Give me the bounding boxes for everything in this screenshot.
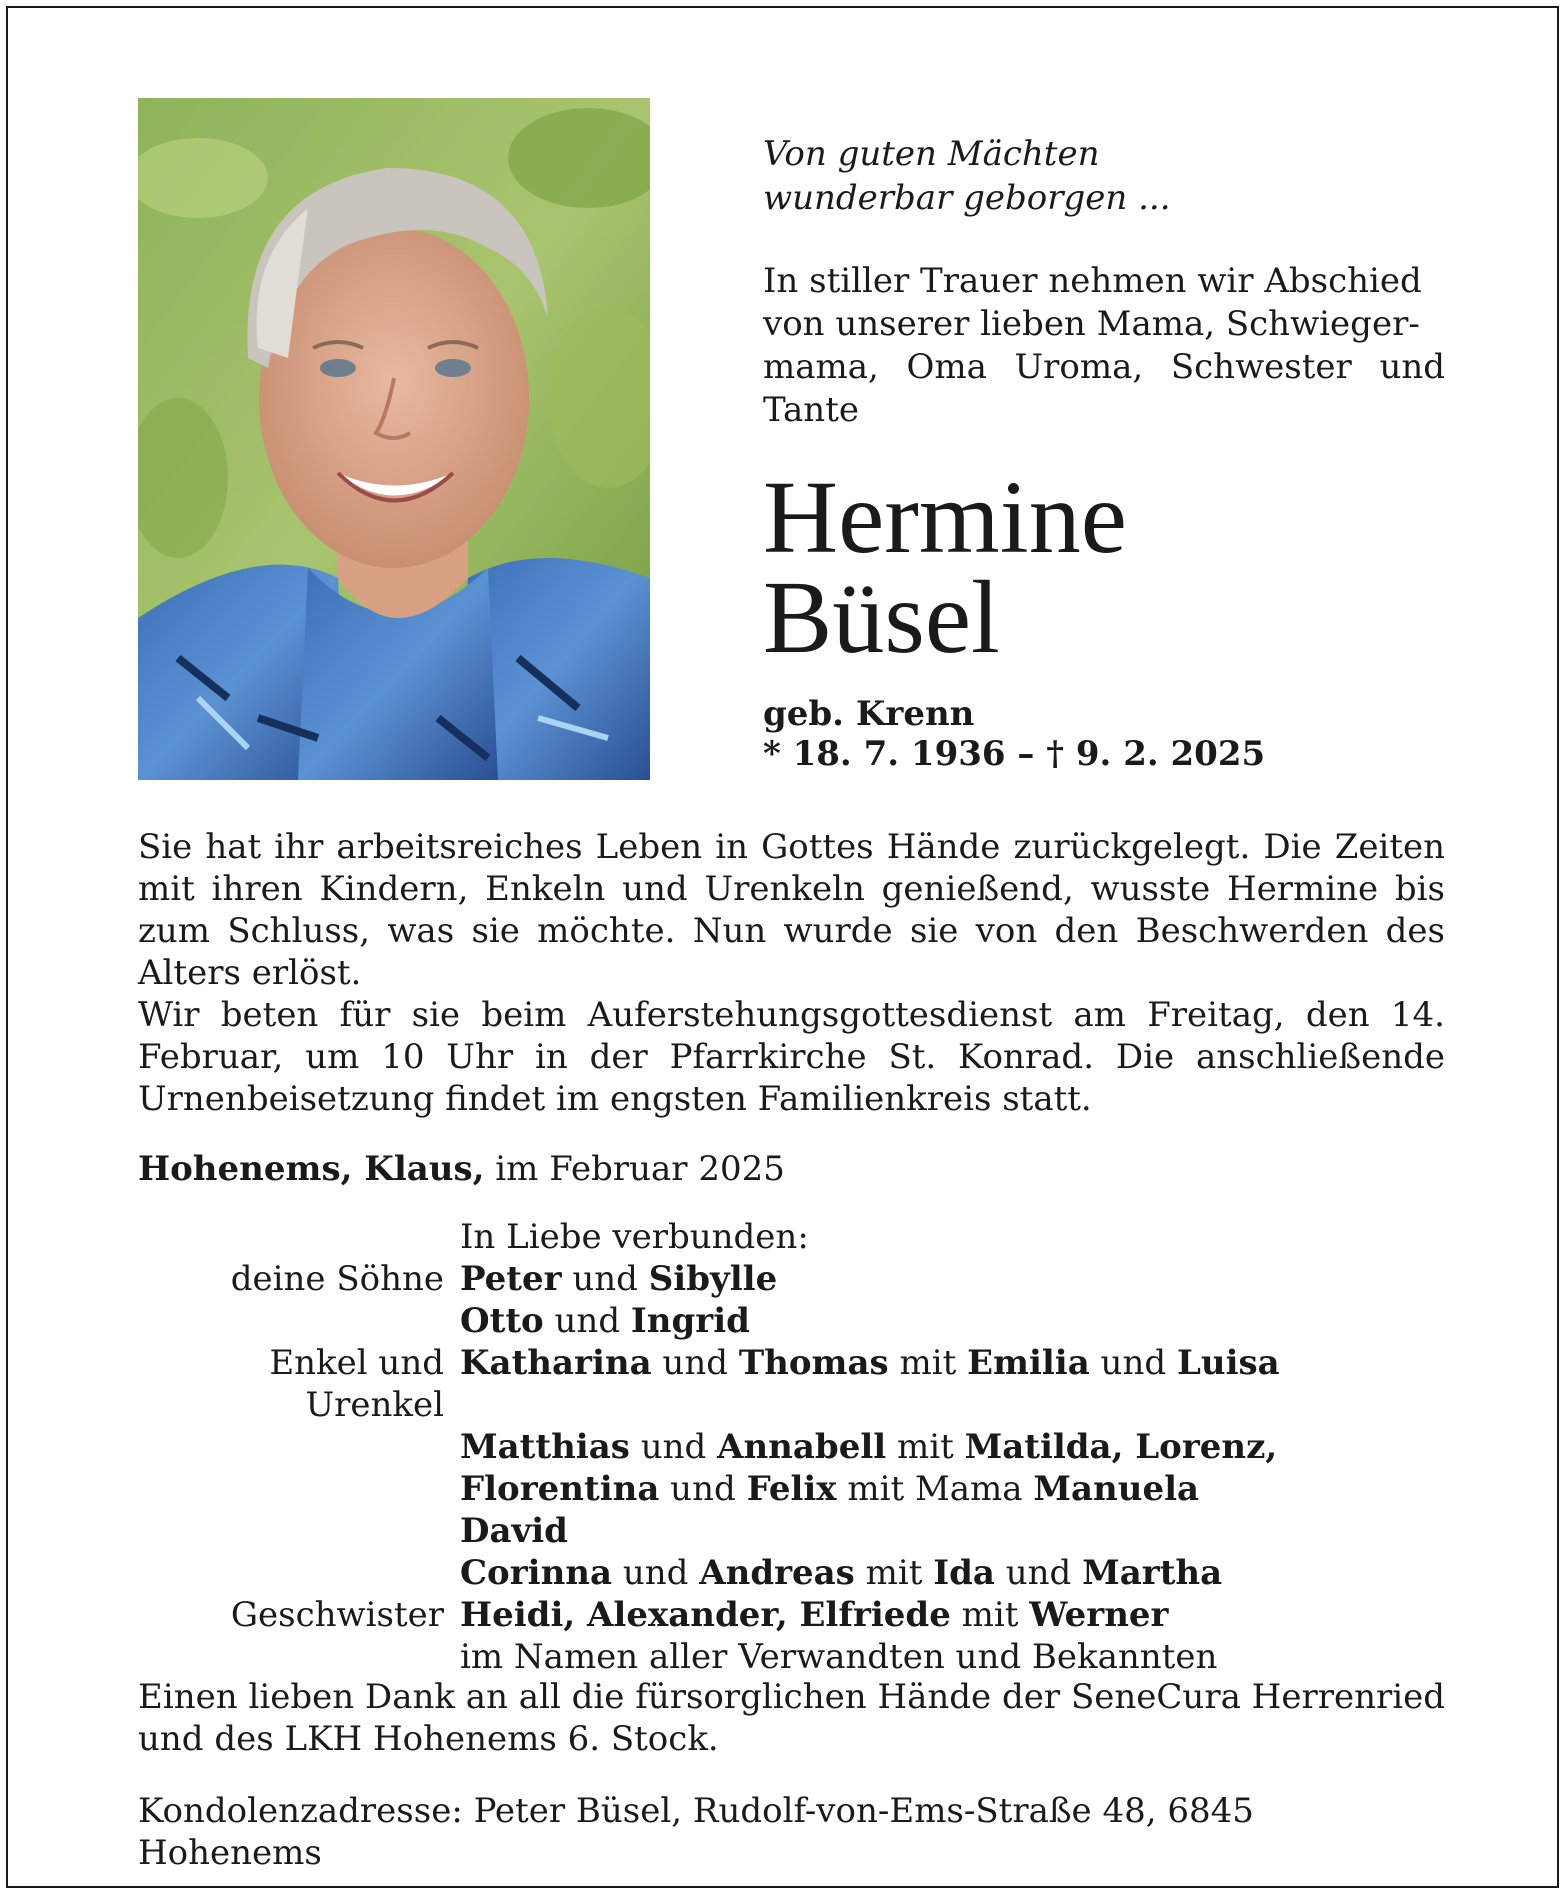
thanks-text: Einen lieben Dank an all die fürsorglichen Hände der SeneCura Herrenried und des LKH Hohenems 6. Stock. — [138, 1677, 1445, 1759]
connector-text: und — [561, 1259, 649, 1299]
person-name: Manuela — [1033, 1469, 1200, 1509]
intro-line: mama, Oma Uroma, Schwester und — [763, 347, 1445, 387]
body-paragraph-1: Sie hat ihr arbeitsreiches Leben in Gottes Hände zurückgelegt. Die Zeiten mit ihren Kindern, Enkeln und Urenkeln genießend, wusste Hermine bis zum Schluss, was sie möchte. Nun wurde sie von den Beschwerden des Alters erlöst. — [138, 827, 1445, 993]
siblings-label: Geschwister — [230, 1595, 444, 1635]
connector-text: und — [612, 1553, 700, 1593]
connector-text: mit — [888, 1343, 968, 1383]
relatives-text: im Namen aller Verwandten und Bekannten — [460, 1637, 1218, 1677]
person-name: Florentina — [460, 1469, 660, 1509]
grandchildren-names — [460, 1552, 1445, 1594]
sons-names — [460, 1300, 1445, 1342]
person-name: Otto — [460, 1301, 544, 1341]
person-name: Andreas — [699, 1553, 855, 1593]
intro-line: von unserer lieben Mama, Schwieger- — [763, 304, 1420, 344]
grandchildren-label: Enkel und Urenkel — [269, 1343, 444, 1425]
place-towns: Hohenems, Klaus, — [138, 1149, 485, 1189]
family-list — [138, 1216, 1445, 1678]
motto-line-2: wunderbar geborgen ... — [763, 178, 1171, 218]
person-name: Matthias — [460, 1427, 630, 1467]
family-heading: In Liebe verbunden: — [460, 1217, 809, 1257]
connector-text: mit — [950, 1595, 1030, 1635]
connector-text: mit Mama — [836, 1469, 1034, 1509]
motto-line-1: Von guten Mächten — [763, 134, 1100, 174]
person-name: Thomas — [738, 1343, 889, 1383]
grandchildren-row — [138, 1510, 1445, 1552]
grandchildren-row — [138, 1426, 1445, 1468]
person-name: Ingrid — [630, 1301, 750, 1341]
grandchildren-row — [138, 1552, 1445, 1594]
life-dates: * 18. 7. 1936 – † 9. 2. 2025 — [763, 734, 1266, 774]
connector-text: und — [543, 1301, 631, 1341]
grandchildren-row — [138, 1468, 1445, 1510]
person-name: Luisa — [1176, 1343, 1280, 1383]
intro-text — [763, 260, 1445, 432]
intro-line: In stiller Trauer nehmen wir Abschied — [763, 261, 1422, 301]
person-name: Matilda, Lorenz, — [964, 1427, 1278, 1467]
sons-row — [138, 1300, 1445, 1342]
grandchildren-block — [138, 1342, 1445, 1594]
person-name: Felix — [746, 1469, 837, 1509]
first-name: Hermine — [763, 460, 1127, 575]
grandchildren-names — [460, 1468, 1445, 1510]
intro-line: Tante — [763, 390, 859, 430]
connector-text: und — [1089, 1343, 1177, 1383]
connector-text: und — [651, 1343, 739, 1383]
person-name: Heidi, Alexander, Elfriede — [460, 1595, 951, 1635]
person-name: Sibylle — [648, 1259, 778, 1299]
person-name: David — [460, 1511, 568, 1551]
grandchildren-row — [138, 1342, 1445, 1426]
siblings-row — [138, 1594, 1445, 1636]
connector-text: mit — [854, 1553, 934, 1593]
condolence-address: Kondolenzadresse: Peter Büsel, Rudolf-von-Ems-Straße 48, 6845 Hohenems — [138, 1791, 1254, 1873]
birth-name: geb. Krenn — [763, 694, 975, 734]
obituary-body — [138, 826, 1445, 1120]
grandchildren-names — [460, 1342, 1445, 1426]
sons-names — [460, 1258, 1445, 1300]
last-name: Büsel — [763, 560, 1000, 675]
person-name: Emilia — [967, 1343, 1090, 1383]
connector-text: und — [659, 1469, 747, 1509]
grandchildren-names — [460, 1426, 1445, 1468]
deceased-name — [763, 460, 1445, 675]
place-date: im Februar 2025 — [484, 1149, 785, 1189]
sons-label: deine Söhne — [230, 1259, 444, 1299]
connector-text: und — [994, 1553, 1083, 1593]
place-date-line — [138, 1148, 785, 1190]
person-name: Katharina — [460, 1343, 652, 1383]
person-name: Corinna — [460, 1553, 613, 1593]
sons-block — [138, 1258, 1445, 1342]
connector-text: mit — [886, 1427, 965, 1467]
person-name: Ida — [933, 1553, 995, 1593]
header-column — [763, 132, 1445, 774]
siblings-names — [460, 1594, 1445, 1636]
portrait-photo — [138, 98, 650, 780]
body-paragraph-2: Wir beten für sie beim Auferstehungsgottesdienst am Freitag, den 14. Februar, um 10 Uhr in der Pfarrkirche St. Konrad. Die anschließende Urnenbeisetzung findet im engsten Familienkreis statt. — [138, 995, 1445, 1119]
person-name: Martha — [1082, 1553, 1223, 1593]
person-name: Peter — [460, 1259, 562, 1299]
sons-row — [138, 1258, 1445, 1300]
siblings-block — [138, 1594, 1445, 1636]
person-name: Werner — [1029, 1595, 1169, 1635]
relatives-row — [138, 1636, 1445, 1678]
grandchildren-names — [460, 1510, 1445, 1552]
obituary-page — [6, 6, 1559, 1888]
connector-text: und — [629, 1427, 718, 1467]
family-heading-row — [138, 1216, 1445, 1258]
person-name: Annabell — [717, 1427, 887, 1467]
motto — [763, 132, 1445, 220]
